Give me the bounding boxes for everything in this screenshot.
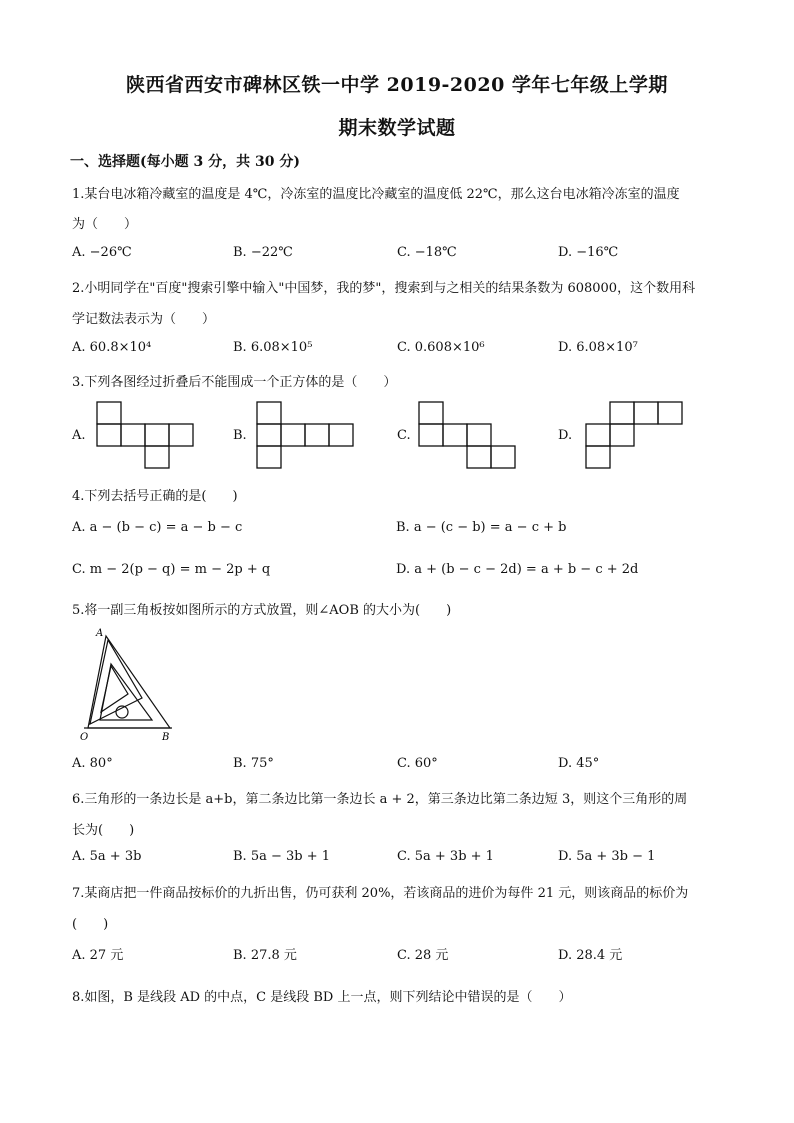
q7-option-b: B. 27.8 元	[233, 948, 297, 963]
document-subtitle: 期末数学试题	[338, 117, 456, 139]
q5-option-a: A. 80°	[72, 756, 113, 771]
question-5-text: 5.将一副三角板按如图所示的方式放置，则∠AOB 的大小为( )	[72, 603, 452, 618]
q5-option-b: B. 75°	[233, 756, 274, 771]
question-2-text-cont: 学记数法表示为（ ）	[72, 312, 216, 327]
q7-option-c: C. 28 元	[397, 948, 449, 963]
q5-label-a: A	[96, 628, 104, 639]
q4-option-c: C. m − 2(p − q) = m − 2p + q	[72, 562, 271, 577]
question-3-text: 3.下列各图经过折叠后不能围成一个正方体的是（ ）	[72, 375, 397, 390]
question-1-text: 1.某台电冰箱冷藏室的温度是 4℃，冷冻室的温度比冷藏室的温度低 22℃，那么这台电冰箱冷冻室的温度	[72, 187, 680, 202]
q3-label-a: A.	[72, 428, 86, 443]
q7-option-a: A. 27 元	[72, 948, 124, 963]
q6-option-a: A. 5a + 3b	[72, 849, 142, 864]
q6-option-c: C. 5a + 3b + 1	[397, 849, 494, 864]
question-6-text-cont: 长为( )	[72, 823, 135, 838]
q3-net-b	[256, 401, 356, 471]
q3-net-d	[585, 401, 685, 471]
question-7-text: 7.某商店把一件商品按标价的九折出售，仍可获利 20%，若该商品的进价为每件 21 元，则该商品的标价为	[72, 886, 689, 901]
question-6-text: 6.三角形的一条边长是 a+b，第二条边比第一条边长 a + 2，第三条边比第二条边短 3，则这个三角形的周	[72, 792, 688, 807]
q5-triangle-figure	[80, 628, 180, 744]
q2-option-a: A. 60.8×10⁴	[72, 340, 152, 355]
q5-option-d: D. 45°	[558, 756, 600, 771]
q5-label-o: O	[80, 732, 89, 740]
question-4-text: 4.下列去括号正确的是( )	[72, 489, 238, 504]
q5-option-c: C. 60°	[397, 756, 438, 771]
section-heading: 一、选择题(每小题 3 分，共 30 分)	[70, 154, 300, 170]
q4-option-a: A. a − (b − c) = a − b − c	[72, 520, 243, 535]
q3-label-b: B.	[233, 428, 247, 443]
q2-option-b: B. 6.08×10⁵	[233, 340, 313, 355]
document-title: 陕西省西安市碑林区铁一中学 2019-2020 学年七年级上学期	[126, 74, 668, 96]
q4-option-b: B. a − (c − b) = a − c + b	[396, 520, 567, 535]
q6-option-b: B. 5a − 3b + 1	[233, 849, 331, 864]
q5-label-b: B	[162, 732, 170, 740]
q2-option-d: D. 6.08×10⁷	[558, 340, 638, 355]
q1-option-c: C. −18℃	[397, 245, 457, 260]
question-1-text-cont: 为（ ）	[72, 217, 138, 232]
q7-option-d: D. 28.4 元	[558, 948, 623, 963]
q3-label-d: D.	[558, 428, 573, 443]
question-8-text: 8.如图，B 是线段 AD 的中点，C 是线段 BD 上一点，则下列结论中错误的是（ ）	[72, 990, 572, 1005]
q3-net-a	[96, 401, 196, 471]
q3-net-c	[418, 401, 518, 471]
q6-option-d: D. 5a + 3b − 1	[558, 849, 656, 864]
q4-option-d: D. a + (b − c − 2d) = a + b − c + 2d	[396, 562, 639, 577]
q1-option-d: D. −16℃	[558, 245, 619, 260]
q2-option-c: C. 0.608×10⁶	[397, 340, 485, 355]
question-2-text: 2.小明同学在"百度"搜索引擎中输入"中国梦，我的梦"，搜索到与之相关的结果条数为 608000，这个数用科	[72, 281, 696, 296]
q3-label-c: C.	[397, 428, 411, 443]
question-7-text-cont: ( )	[72, 917, 109, 932]
q1-option-b: B. −22℃	[233, 245, 293, 260]
q1-option-a: A. −26℃	[72, 245, 132, 260]
